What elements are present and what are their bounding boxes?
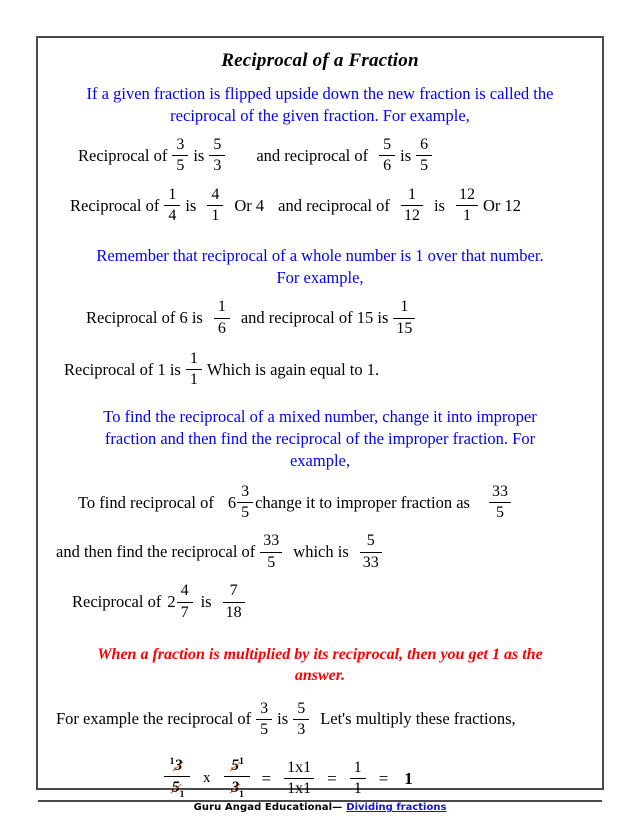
cancelled-fraction-3-5 <box>164 757 190 800</box>
denominator: 5 <box>267 553 276 571</box>
whole-note-line-2: For example, <box>276 268 364 288</box>
numerator: 5 <box>213 135 222 153</box>
fraction-bar <box>293 719 309 720</box>
mixed-row1-lead: To find reciprocal of <box>78 492 214 512</box>
digit: 3 <box>174 757 183 775</box>
numerator: 33 <box>491 482 508 500</box>
row2-result-5-33 <box>360 532 382 572</box>
numerator: 1 <box>189 350 198 368</box>
ex2-lead: Reciprocal of <box>70 195 160 215</box>
mixed-note-line-1: To find the reciprocal of a mixed number, change it into improper <box>103 406 537 426</box>
numerator: 1x1 <box>287 758 312 776</box>
whole-example-row <box>48 298 592 338</box>
cancellation-equation <box>48 757 592 800</box>
product-fraction <box>284 759 314 799</box>
denominator: 3 <box>297 720 306 738</box>
digit: 5 <box>231 757 240 775</box>
numerator: 5 <box>366 532 375 550</box>
numerator: 1 <box>353 758 362 776</box>
intro-line-1: If a given fraction is flipped upside down the new fraction is called the <box>86 84 554 103</box>
denominator: 18 <box>225 603 242 621</box>
numerator: 5 <box>297 699 306 717</box>
denominator: 1 <box>211 207 220 225</box>
mixed-number-2-4-7 <box>167 582 194 622</box>
fraction-bar <box>186 369 202 370</box>
whole-ex-lead: Reciprocal of 6 is <box>86 308 203 328</box>
equals-sign-3: = <box>378 768 389 788</box>
cancelled-numerator <box>229 757 244 774</box>
worksheet-card <box>36 36 604 814</box>
numerator: 3 <box>241 482 250 500</box>
fraction-bar <box>393 318 415 319</box>
page-title: Reciprocal of a Fraction <box>221 50 419 71</box>
denominator: 1x1 <box>287 780 312 798</box>
denominator: 6 <box>217 319 226 337</box>
denominator: 3 <box>213 157 222 175</box>
denominator: 5 <box>420 157 429 175</box>
cancelled-fraction-5-3 <box>224 757 250 800</box>
numerator: 1 <box>217 298 226 316</box>
final-lead: For example the reciprocal of <box>56 709 252 729</box>
mixed-example-row-1 <box>48 483 592 523</box>
mixed-row2-mid: which is <box>293 542 349 562</box>
numerator-cancel-mark: 1 <box>239 756 244 767</box>
numerator: 1 <box>168 185 177 203</box>
worksheet-footer <box>38 802 602 813</box>
ex1-result2-fraction <box>416 136 432 176</box>
fraction-bar <box>256 719 272 720</box>
improper-fraction-33-5 <box>489 483 511 523</box>
numerator: 1 <box>400 298 409 316</box>
fraction-bar <box>209 155 225 156</box>
example-row-1 <box>48 136 592 176</box>
ex1-source2-fraction <box>379 136 395 176</box>
mixed-row1-mid: change it to improper fraction as <box>255 492 470 512</box>
final-fraction-3-5 <box>256 700 272 740</box>
cancelled-denominator <box>170 779 185 800</box>
whole-part: 6 <box>227 492 237 512</box>
denominator-cancel-mark: 1 <box>239 789 244 800</box>
equals-sign-2: = <box>327 768 337 788</box>
fraction-bar <box>456 205 478 206</box>
numerator: 3 <box>260 699 269 717</box>
reduced-fraction <box>350 759 366 799</box>
whole-part: 2 <box>167 592 176 612</box>
fraction-bar <box>177 602 193 603</box>
ex2-source-fraction <box>164 186 180 226</box>
one-fraction <box>186 350 202 390</box>
numerator-digit-struck <box>169 756 184 775</box>
denominator: 4 <box>168 207 177 225</box>
denominator: 1 <box>353 780 362 798</box>
footer-link-dividing-fractions[interactable]: Dividing fractions <box>346 802 447 814</box>
ex1-conjunction: and reciprocal of <box>256 145 369 165</box>
mixed-row3-is: is <box>200 592 212 612</box>
digit: 5 <box>171 779 180 797</box>
ex1-is: is <box>193 145 205 165</box>
numerator: 6 <box>420 135 429 153</box>
denominator: 6 <box>383 157 392 175</box>
denominator: 5 <box>241 504 250 522</box>
red-highlight-note <box>48 644 592 687</box>
denominator: 12 <box>403 207 420 225</box>
fraction-bar <box>172 155 188 156</box>
numerator: 7 <box>229 582 238 600</box>
numerator: 1 <box>407 185 416 203</box>
mixed-row3-lead: Reciprocal of <box>72 592 162 612</box>
fraction-bar <box>224 776 250 777</box>
numerator: 12 <box>458 185 475 203</box>
denominator: 5 <box>176 157 185 175</box>
ex2-or2: Or 12 <box>482 195 521 215</box>
fraction-bar <box>237 502 253 503</box>
fraction-bar <box>260 552 282 553</box>
fraction-bar <box>207 205 223 206</box>
ex2-is2: is <box>433 195 445 215</box>
ex2-source2-fraction <box>401 186 423 226</box>
ex2-is: is <box>185 195 197 215</box>
row2-fraction-33-5 <box>260 532 282 572</box>
numerator: 33 <box>263 532 280 550</box>
ex1-result-fraction <box>209 136 225 176</box>
whole-note-line-1: Remember that reciprocal of a whole number is 1 over that number. <box>96 246 544 266</box>
whole-ex-fraction-2 <box>393 298 415 338</box>
final-is: is <box>277 709 289 729</box>
fraction-bar <box>164 776 190 777</box>
ex2-result-fraction <box>207 186 223 226</box>
denominator: 5 <box>495 504 504 522</box>
ex2-conjunction: and reciprocal of <box>278 195 390 215</box>
final-answer: 1 <box>404 768 413 788</box>
numerator-cancel-mark: 1 <box>169 756 175 767</box>
numerator: 5 <box>383 135 392 153</box>
ex1-is2: is <box>400 145 412 165</box>
intro-line-2: reciprocal of the given fraction. For example, <box>170 105 470 125</box>
whole-number-note <box>48 245 592 289</box>
mixed-note-line-2: fraction and then find the reciprocal of the improper fraction. For <box>104 428 536 448</box>
equals-sign-1: = <box>261 768 272 788</box>
example-row-2 <box>48 186 592 226</box>
mixed-number-note <box>48 406 592 472</box>
numerator: 4 <box>180 582 189 600</box>
numerator: 4 <box>211 185 220 203</box>
final-example-intro <box>48 700 592 740</box>
mixed-example-row-3 <box>48 582 592 622</box>
ex1-lead: Reciprocal of <box>78 145 168 165</box>
fraction-bar <box>360 552 382 553</box>
multiplication-operator: x <box>203 770 211 787</box>
denominator-cancel-mark: 1 <box>179 789 185 800</box>
red-note-line-1: When a fraction is multiplied by its reciprocal, then you get 1 as the <box>97 646 543 664</box>
cancelled-numerator <box>170 757 185 774</box>
one-lead: Reciprocal of 1 is <box>64 359 181 379</box>
denominator: 15 <box>396 319 413 337</box>
final-fraction-5-3 <box>293 700 309 740</box>
mixed-note-line-3: example, <box>289 450 350 470</box>
intro-paragraph <box>48 83 592 127</box>
denominator: 5 <box>260 720 269 738</box>
row3-result-7-18 <box>223 582 245 622</box>
mixed-number-6-3-5 <box>228 483 255 523</box>
fraction-bar <box>164 205 180 206</box>
fraction-bar <box>401 205 423 206</box>
red-note-line-2: answer. <box>294 667 346 685</box>
fraction-bar <box>350 778 366 779</box>
ex2-result2-fraction <box>456 186 478 226</box>
whole-ex-fraction-1 <box>214 298 230 338</box>
ex2-or: Or 4 <box>234 195 265 215</box>
ex1-source-fraction <box>172 136 188 176</box>
footer-brand: Guru Angad Educational— <box>193 802 343 814</box>
numerator: 3 <box>176 135 185 153</box>
denominator: 1 <box>462 207 471 225</box>
digit: 3 <box>231 779 240 797</box>
mixed-example-row-2 <box>48 532 592 572</box>
denominator: 33 <box>362 553 379 571</box>
fraction-bar <box>223 602 245 603</box>
denominator: 7 <box>180 603 189 621</box>
whole-ex-conjunction: and reciprocal of 15 is <box>240 308 389 328</box>
fraction-bar <box>379 155 395 156</box>
reciprocal-of-one-row <box>48 350 592 390</box>
fraction-bar <box>214 318 230 319</box>
final-tail: Let's multiply these fractions, <box>320 709 516 729</box>
fraction-bar <box>416 155 432 156</box>
fraction-bar <box>284 778 314 779</box>
fraction-part <box>177 582 193 622</box>
fraction-bar <box>489 502 511 503</box>
denominator: 1 <box>189 371 198 389</box>
mixed-row2-lead: and then find the reciprocal of <box>56 542 256 562</box>
cancelled-denominator <box>229 779 244 800</box>
one-tail: Which is again equal to 1. <box>206 359 380 379</box>
worksheet-content <box>38 38 602 800</box>
fraction-part <box>237 483 253 523</box>
